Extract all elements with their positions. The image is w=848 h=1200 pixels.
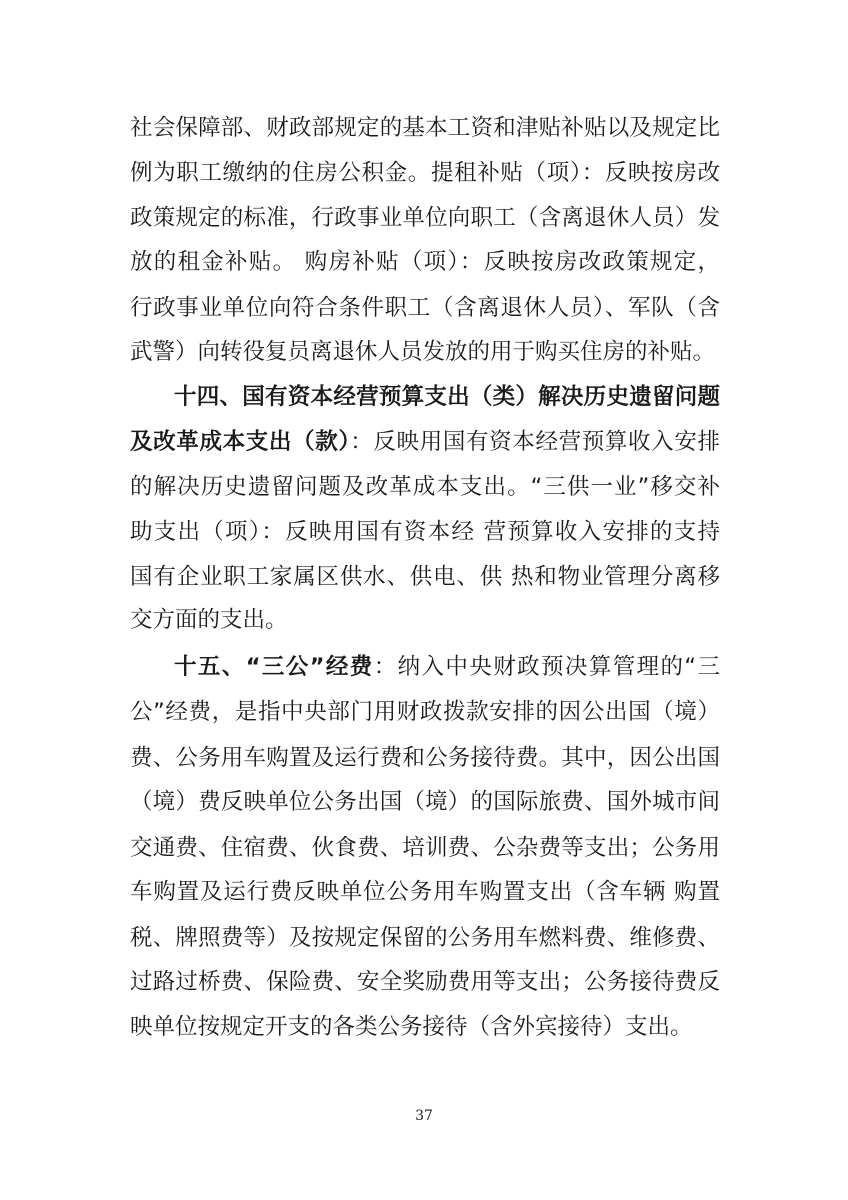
line-text: 交方面的支出。: [130, 607, 288, 633]
line-text: 武警）向转役复员离退休人员发放的用于购买住房的补贴。: [130, 339, 716, 365]
line-text: 过路过桥费、保险费、安全奖励费用等支出；公务接待费反: [130, 969, 720, 995]
text-line: [130, 598, 720, 642]
section-heading-line: [174, 645, 720, 689]
text-line: [130, 151, 720, 195]
text-line: [130, 106, 720, 150]
text-line: [130, 286, 720, 330]
line-text: 例为职工缴纳的住房公积金。提租补贴（项）：反映按房改: [130, 160, 720, 186]
text-line: [130, 240, 720, 284]
line-text: 交通费、住宿费、伙食费、培训费、公杂费等支出；公务用: [130, 835, 720, 861]
line-text: 行政事业单位向符合条件职工（含离退休人员）、军队（含: [130, 295, 720, 321]
section-heading: 十四、国有资本经营预算支出（类）解决历史遗留问题: [174, 384, 720, 410]
line-text: 国有企业职工家属区供水、供电、供 热和物业管理分离移: [130, 564, 720, 590]
line-text: ：纳入中央财政预决算管理的“三: [373, 654, 720, 680]
page-number: 37: [415, 1108, 433, 1124]
line-text: 政策规定的标准，行政事业单位向职工（含离退休人员）发: [130, 205, 720, 231]
line-text: 映单位按规定开支的各类公务接待（含外宾接待）支出。: [130, 1014, 693, 1040]
line-text: 社会保障部、财政部规定的基本工资和津贴补贴以及规定比: [130, 115, 720, 141]
line-text: 公”经费，是指中央部门用财政拨款安排的因公出国（境）: [130, 699, 720, 725]
text-line: [130, 916, 720, 960]
text-line: [130, 1005, 720, 1049]
text-line: [130, 780, 720, 824]
text-line: [130, 690, 720, 734]
text-line: [130, 555, 720, 599]
line-text: 费、公务用车购置及运行费和公务接待费。其中，因公出国: [130, 745, 720, 771]
text-line: [130, 330, 720, 374]
text-line: [130, 960, 720, 1004]
line-text: 车购置及运行费反映单位公务用车购置支出（含车辆 购置: [130, 879, 720, 905]
section-heading: 及改革成本支出（款）: [130, 429, 351, 455]
text-line: [130, 465, 720, 509]
text-line: [130, 736, 720, 780]
line-text: 放的租金补贴。 购房补贴（项）：反映按房改政策规定，: [130, 249, 720, 275]
line-text: 助支出（项）：反映用国有资本经 营预算收入安排的支持: [130, 519, 720, 545]
text-line: [130, 510, 720, 554]
line-text: 税、牌照费等）及按规定保留的公务用车燃料费、维修费、: [130, 925, 720, 951]
text-line: [130, 826, 720, 870]
line-text: 的解决历史遗留问题及改革成本支出。“三供一业”移交补: [130, 474, 720, 500]
text-line: [130, 870, 720, 914]
section-heading-line: [174, 375, 720, 419]
text-line: [130, 196, 720, 240]
section-heading: 十五、“三公”经费: [174, 654, 374, 680]
line-text: （境）费反映单位公务出国（境）的国际旅费、国外城市间: [130, 789, 720, 815]
text-line: [130, 420, 720, 464]
line-text: ：反映用国有资本经营预算收入安排: [350, 429, 720, 455]
